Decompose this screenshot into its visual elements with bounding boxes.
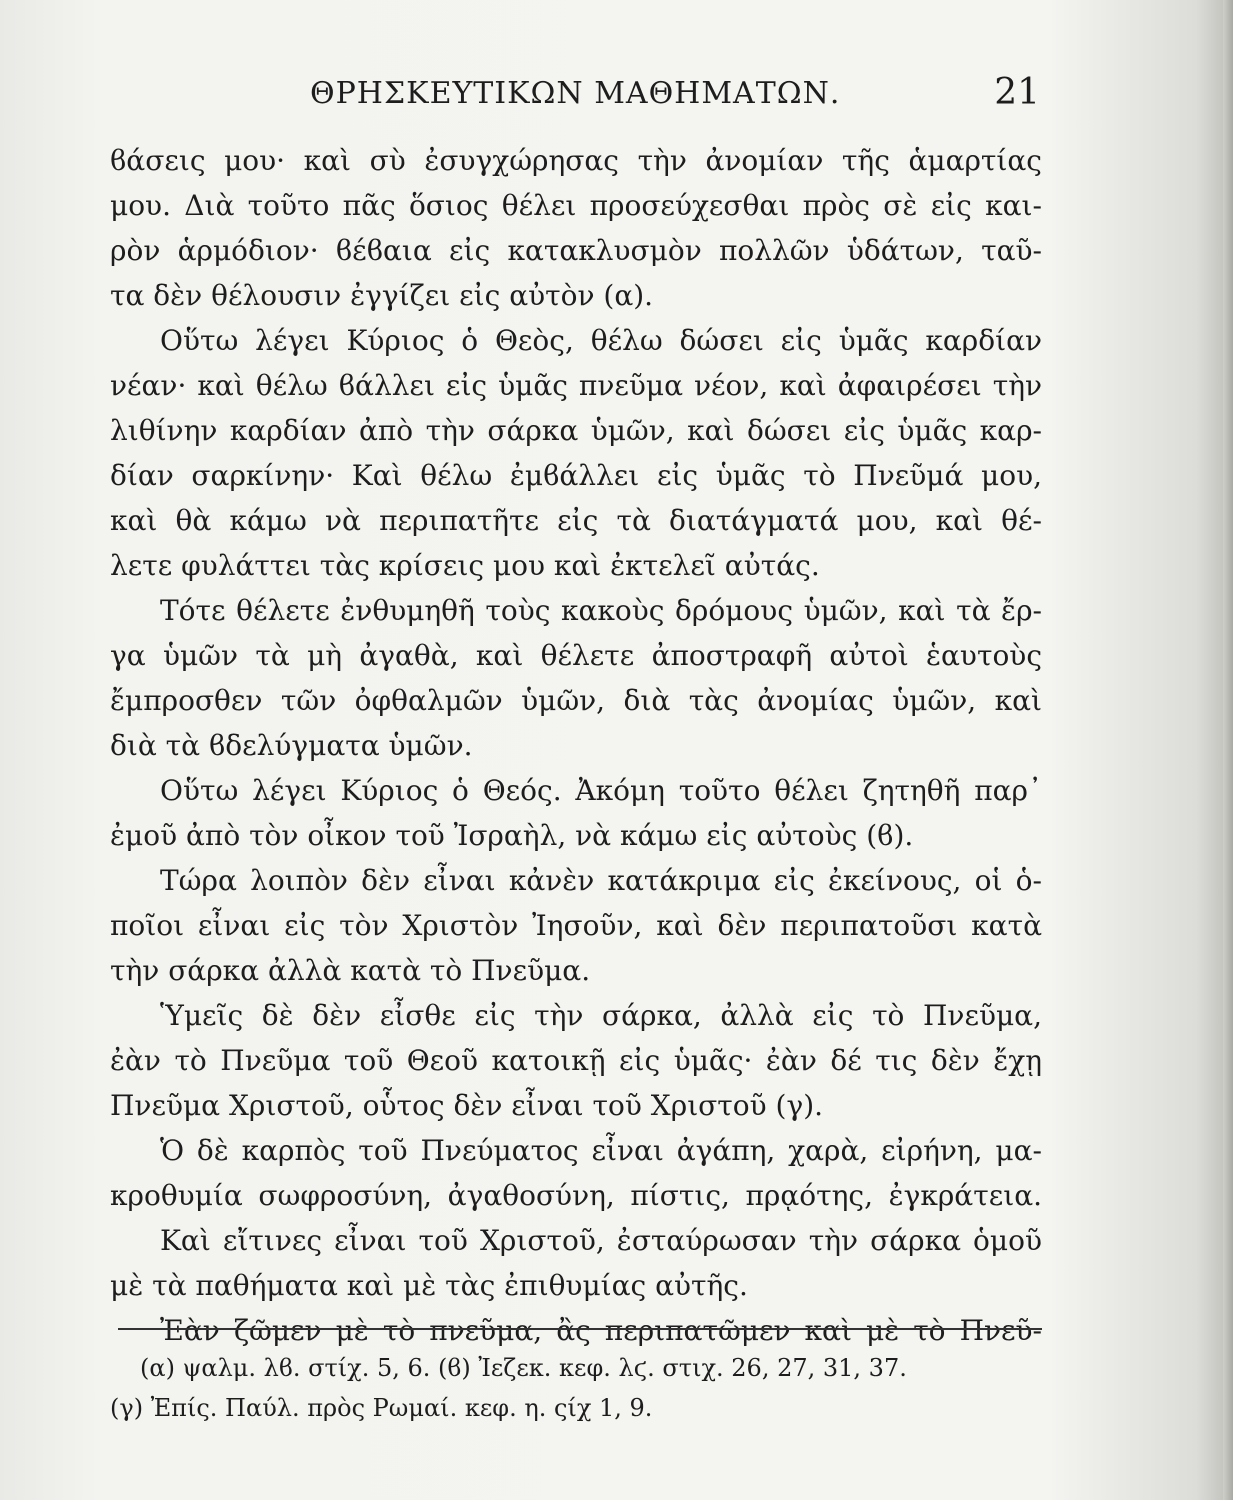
text-line: διὰ τὰ ϐδελύγματα ὑμῶν. [110,729,473,762]
text-line: Ὁ δὲ καρπὸς τοῦ Πνεύματος εἶναι ἀγάπη, χαρὰ, εἰρήνη, μα- [160,1134,1042,1167]
text-line: Οὕτω λέγει Κύριος ὁ Θεός. Ἀκόμη τοῦτο θέλει ζητηθῆ παρ᾿ [160,774,1042,807]
text-line: καὶ θὰ κάμω νὰ περιπατῆτε εἰς τὰ διατάγματά μου, καὶ θέ- [110,504,1042,537]
text-line: τα δὲν θέλουσιν ἐγγίζει εἰς αὐτὸν (α). [110,279,654,312]
page-number: 21 [994,72,1040,113]
text-line: μὲ τὰ παθήματα καὶ μὲ τὰς ἐπιθυμίας αὐτῆς. [110,1269,748,1302]
footnote-line: (γ) Ἐπίς. Παύλ. πρὸς Ρωμαί. κεφ. η. ςίχ 1, 9. [110,1394,653,1422]
text-line: Πνεῦμα Χριστοῦ, οὗτος δὲν εἶναι τοῦ Χριστοῦ (γ). [110,1089,824,1122]
text-line: Τώρα λοιπὸν δὲν εἶναι κἀνὲν κατάκριμα εἰς ἐκείνους, οἱ ὁ- [160,864,1042,897]
page-header [110,72,1040,126]
text-line: Ὑμεῖς δὲ δὲν εἶσθε εἰς τὴν σάρκα, ἀλλὰ εἰς τὸ Πνεῦμα, [160,999,1042,1032]
text-line: δίαν σαρκίνην· Καὶ θέλω ἐμϐάλλει εἰς ὑμᾶς τὸ Πνεῦμά μου, [110,459,1042,492]
text-line: λιθίνην καρδίαν ἀπὸ τὴν σάρκα ὑμῶν, καὶ δώσει εἰς ὑμᾶς καρ- [110,414,1042,447]
text-line: ἐὰν τὸ Πνεῦμα τοῦ Θεοῦ κατοικῇ εἰς ὑμᾶς· ἐὰν δέ τις δὲν ἔχῃ [110,1044,1042,1077]
text-line: λετε φυλάττει τὰς κρίσεις μου καὶ ἐκτελεῖ αὐτάς. [110,549,820,582]
text-line: μου. Διὰ τοῦτο πᾶς ὅσιος θέλει προσεύχεσθαι πρὸς σὲ εἰς και- [110,189,1042,222]
footnotes [110,1348,1040,1428]
footnote-rule [118,1328,1042,1330]
running-title: ΘΡΗΣΚΕΥΤΙΚΩΝ ΜΑΘΗΜΑΤΩΝ. [310,76,841,111]
text-line: Καὶ εἴτινες εἶναι τοῦ Χριστοῦ, ἐσταύρωσαν τὴν σάρκα ὁμοῦ [160,1224,1042,1257]
text-line: γα ὑμῶν τὰ μὴ ἀγαθὰ, καὶ θέλετε ἀποστραφῆ αὐτοὶ ἑαυτοὺς [110,639,1042,672]
text-line: Τότε θέλετε ἐνθυμηθῆ τοὺς κακοὺς δρόμους ὑμῶν, καὶ τὰ ἔρ- [160,594,1042,627]
text-line: ποῖοι εἶναι εἰς τὸν Χριστὸν Ἰησοῦν, καὶ δὲν περιπατοῦσι κατὰ [110,909,1042,942]
text-line: ρὸν ἁρμόδιον· ϐέϐαια εἰς κατακλυσμὸν πολλῶν ὑδάτων, ταῦ- [110,234,1042,267]
text-line: κροθυμία σωφροσύνη, ἀγαθοσύνη, πίστις, πρᾳότης, ἐγκράτεια. [110,1179,1042,1212]
text-line: ϐάσεις μου· καὶ σὺ ἐσυγχώρησας τὴν ἀνομίαν τῆς ἁμαρτίας [110,144,1042,177]
text-line: Ἐὰν ζῶμεν μὲ τὸ πνεῦμα, ἂς περιπατῶμεν καὶ μὲ τὸ Πνεῦ- [160,1314,1042,1347]
text-line: τὴν σάρκα ἀλλὰ κατὰ τὸ Πνεῦμα. [110,954,591,987]
text-line: Οὕτω λέγει Κύριος ὁ Θεὸς, θέλω δώσει εἰς ὑμᾶς καρδίαν [160,324,1042,357]
text-line: νέαν· καὶ θέλω ϐάλλει εἰς ὑμᾶς πνεῦμα νέον, καὶ ἀφαιρέσει τὴν [110,369,1042,402]
body-text [110,138,1042,1353]
page-edge-shadow [1223,0,1233,1500]
text-line: ἐμοῦ ἀπὸ τὸν οἶκον τοῦ Ἰσραὴλ, νὰ κάμω εἰς αὐτοὺς (ϐ). [110,819,914,852]
footnote-line: (α) ψαλμ. λϐ. στίχ. 5, 6. (ϐ) Ἰεζεκ. κεφ. λϛ. στιχ. 26, 27, 31, 37. [140,1354,907,1382]
text-line: ἔμπροσθεν τῶν ὀφθαλμῶν ὑμῶν, διὰ τὰς ἀνομίας ὑμῶν, καὶ [110,684,1042,717]
